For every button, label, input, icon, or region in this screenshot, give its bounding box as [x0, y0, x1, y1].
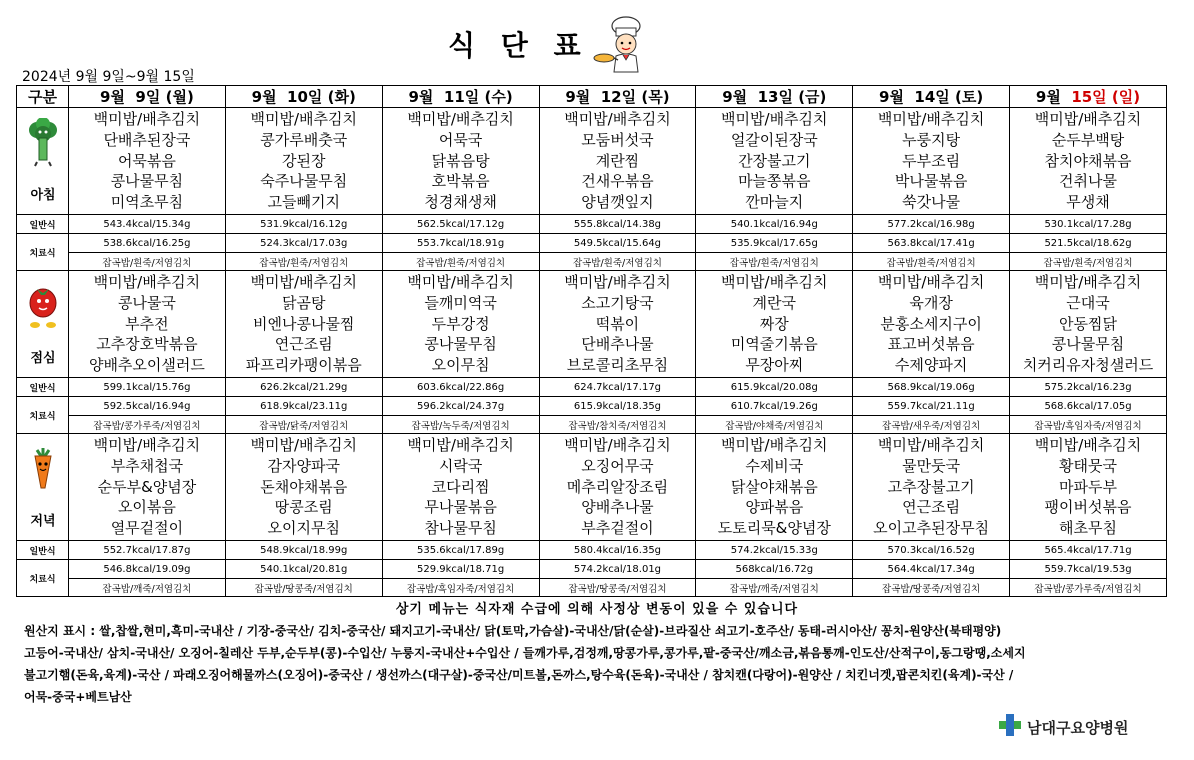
day-month: 9월 — [722, 88, 748, 106]
day-date: 13일 — [757, 88, 793, 106]
therapeutic-side: 잡곡밥/땅콩죽/저염김치 — [225, 579, 382, 597]
date-range: 2024년 9월 9일~9월 15일 — [22, 69, 195, 85]
therapeutic-side-row — [17, 416, 1167, 434]
dish-item: 부추겉절이 — [581, 519, 654, 538]
chef-icon — [590, 14, 660, 74]
dish-item: 닭곰탕 — [282, 293, 326, 312]
therapeutic-side: 잡곡밥/땅콩죽/저염김치 — [539, 579, 696, 597]
day-weekday: (화) — [327, 88, 356, 106]
therapeutic-side: 잡곡밥/참치죽/저염김치 — [539, 416, 696, 434]
menu-table — [16, 85, 1167, 597]
therapeutic-nutrition: 596.2kcal/24.37g — [382, 397, 539, 416]
origin-line: 원산지 표시 : 쌀,찹쌀,현미,흑미-국내산 / 기장-중국산/ 김치-중국산/ 돼지고기-국내산/ 닭(토막,가슴살)-국내산/닭(순살)-브라질산 쇠고기-호주산/ 동태-러시아산/ 꽁치-원양산(북태평양) — [24, 624, 1002, 638]
dish-cell — [539, 434, 696, 541]
dish-item: 오이지무침 — [267, 519, 340, 538]
day-date: 10일 — [287, 88, 323, 106]
therapeutic-nutrition-row — [17, 397, 1167, 416]
therapeutic-nutrition: 618.9kcal/23.11g — [225, 397, 382, 416]
therapeutic-nutrition: 568.6kcal/17.05g — [1010, 397, 1167, 416]
broccoli-icon — [25, 118, 61, 168]
dish-item: 어묵국 — [438, 130, 483, 149]
dish-item: 팽이버섯볶음 — [1044, 498, 1132, 517]
dish-cell — [382, 434, 539, 541]
day-month: 9월 — [408, 88, 434, 106]
general-nutrition: 580.4kcal/16.35g — [539, 541, 696, 560]
day-month: 9월 — [1035, 88, 1061, 106]
day-date: 14일 — [914, 88, 950, 106]
general-nutrition: 548.9kcal/18.99g — [225, 541, 382, 560]
general-nutrition: 615.9kcal/20.08g — [696, 378, 853, 397]
dish-item: 닭볶음탕 — [431, 151, 490, 170]
therapeutic-nutrition: 574.2kcal/18.01g — [539, 560, 696, 579]
therapeutic-side: 잡곡밥/흑임자죽/저염김치 — [1010, 416, 1167, 434]
day-month: 9월 — [565, 88, 591, 106]
therapeutic-side: 잡곡밥/땅콩죽/저염김치 — [853, 579, 1010, 597]
general-nutrition: 626.2kcal/21.29g — [225, 378, 382, 397]
day-month: 9월 — [100, 88, 125, 106]
dish-item: 짜장 — [759, 314, 789, 333]
dish-item: 도토리묵&양념장 — [717, 519, 831, 538]
dish-item: 백미밥/배추김치 — [721, 273, 828, 291]
origin-line: 어묵-중국+베트남산 — [24, 690, 132, 704]
therapeutic-nutrition: 592.5kcal/16.94g — [69, 397, 226, 416]
dish-item: 땅콩조림 — [274, 498, 333, 517]
dish-item: 백미밥/배추김치 — [93, 436, 201, 454]
therapeutic-nutrition: 610.7kcal/19.26g — [696, 397, 853, 416]
dish-item: 참나물무침 — [424, 519, 497, 538]
dish-item: 단배추나물 — [581, 335, 654, 354]
tomato-icon — [25, 281, 61, 331]
general-nutrition-row — [17, 378, 1167, 397]
therapeutic-nutrition: 546.8kcal/19.09g — [69, 560, 226, 579]
general-label: 일반식 — [17, 215, 69, 234]
meal-label: 아침 — [30, 188, 56, 203]
therapeutic-side-row — [17, 579, 1167, 597]
therapeutic-nutrition: 529.9kcal/18.71g — [382, 560, 539, 579]
day-weekday: (수) — [484, 88, 513, 106]
day-date: 9일 — [135, 88, 161, 106]
dish-item: 고추장불고기 — [887, 477, 975, 496]
dish-item: 콩나물무침 — [424, 335, 497, 354]
general-nutrition: 624.7kcal/17.17g — [539, 378, 696, 397]
dish-item: 백미밥/배추김치 — [407, 273, 514, 291]
dish-item: 수제비국 — [745, 456, 804, 475]
dish-item: 열무겉절이 — [110, 519, 184, 538]
general-nutrition: 562.5kcal/17.12g — [382, 215, 539, 234]
dish-item: 마늘쫑볶음 — [738, 172, 811, 191]
dish-cell — [696, 108, 853, 215]
dish-item: 비엔나콩나물찜 — [253, 314, 355, 333]
day-weekday: (목) — [641, 88, 670, 106]
dish-item: 떡볶이 — [595, 314, 640, 333]
dish-item: 양배추나물 — [581, 498, 654, 517]
dish-cell — [225, 271, 382, 378]
therapeutic-nutrition: 553.7kcal/18.91g — [382, 234, 539, 253]
general-nutrition: 599.1kcal/15.76g — [69, 378, 226, 397]
dish-item: 계란찜 — [595, 151, 640, 170]
dish-item: 백미밥/배추김치 — [877, 273, 985, 291]
day-date: 11일 — [443, 88, 480, 106]
general-nutrition: 575.2kcal/16.23g — [1010, 378, 1167, 397]
general-nutrition: 552.7kcal/17.87g — [69, 541, 226, 560]
dish-item: 호박볶음 — [431, 172, 490, 191]
dish-item: 부추전 — [125, 314, 169, 333]
dish-item: 분홍소세지구이 — [880, 314, 982, 333]
dish-item: 백미밥/배추김치 — [1034, 110, 1142, 128]
dish-item: 백미밥/배추김치 — [721, 436, 828, 454]
day-header — [225, 86, 382, 108]
dish-item: 근대국 — [1066, 293, 1110, 312]
dish-item: 백미밥/배추김치 — [407, 436, 514, 454]
dish-item: 백미밥/배추김치 — [564, 110, 671, 128]
dish-item: 고들빼기지 — [267, 193, 340, 212]
therapeutic-side: 잡곡밥/흰죽/저염김치 — [696, 253, 853, 271]
dish-item: 물만둣국 — [902, 456, 961, 475]
general-nutrition: 568.9kcal/19.06g — [853, 378, 1010, 397]
title-row — [0, 14, 1194, 74]
dish-item: 누룽지탕 — [902, 130, 961, 149]
meal-row — [17, 271, 1167, 378]
dish-item: 순두부&양념장 — [97, 477, 197, 496]
dish-item: 참치야채볶음 — [1044, 151, 1132, 170]
day-date: 15일 — [1071, 88, 1107, 106]
general-nutrition: 565.4kcal/17.71g — [1010, 541, 1167, 560]
therapeutic-nutrition: 521.5kcal/18.62g — [1010, 234, 1167, 253]
dish-item: 양파볶음 — [745, 498, 804, 517]
dish-item: 부추채첩국 — [110, 456, 184, 475]
therapeutic-label: 치료식 — [17, 397, 69, 434]
general-nutrition: 574.2kcal/15.33g — [696, 541, 853, 560]
therapeutic-side: 잡곡밥/흰죽/저염김치 — [225, 253, 382, 271]
day-weekday: (금) — [798, 88, 827, 106]
dish-item: 순두부백탕 — [1051, 130, 1125, 149]
therapeutic-nutrition: 524.3kcal/17.03g — [225, 234, 382, 253]
dish-item: 콩가루배춧국 — [260, 130, 348, 149]
dish-item: 마파두부 — [1059, 477, 1118, 496]
therapeutic-side: 잡곡밥/닭죽/저염김치 — [225, 416, 382, 434]
day-header — [1010, 86, 1167, 108]
dish-cell — [539, 271, 696, 378]
general-nutrition-row — [17, 541, 1167, 560]
dish-item: 백미밥/배추김치 — [250, 273, 358, 291]
hospital-cross-icon — [997, 712, 1023, 738]
therapeutic-side: 잡곡밥/흰죽/저염김치 — [539, 253, 696, 271]
dish-item: 콩나물국 — [117, 293, 176, 312]
dish-item: 백미밥/배추김치 — [1034, 273, 1142, 291]
dish-cell — [1010, 108, 1167, 215]
general-nutrition: 530.1kcal/17.28g — [1010, 215, 1167, 234]
dish-item: 숙주나물무침 — [260, 172, 348, 191]
therapeutic-side-row — [17, 253, 1167, 271]
therapeutic-side: 잡곡밥/새우죽/저염김치 — [853, 416, 1010, 434]
meal-label: 점심 — [30, 351, 56, 366]
therapeutic-label: 치료식 — [17, 560, 69, 597]
dish-item: 메추리알장조림 — [566, 477, 669, 496]
day-header — [69, 86, 226, 108]
dish-item: 양념깻잎지 — [581, 193, 654, 212]
dish-item: 백미밥/배추김치 — [93, 110, 201, 128]
general-nutrition: 603.6kcal/22.86g — [382, 378, 539, 397]
origin-info — [24, 620, 1174, 708]
dish-item: 간장불고기 — [738, 151, 811, 170]
general-nutrition: 570.3kcal/16.52g — [853, 541, 1010, 560]
day-date: 12일 — [600, 88, 637, 106]
therapeutic-side: 잡곡밥/흰죽/저염김치 — [382, 253, 539, 271]
dish-item: 무나물볶음 — [424, 498, 497, 517]
notice-text: 상기 메뉴는 식자재 수급에 의해 사정상 변동이 있을 수 있습니다 — [395, 602, 799, 617]
dish-cell — [696, 434, 853, 541]
day-header-row — [17, 86, 1167, 108]
therapeutic-nutrition: 538.6kcal/16.25g — [69, 234, 226, 253]
dish-item: 표고버섯볶음 — [887, 335, 975, 354]
general-nutrition: 531.9kcal/16.12g — [225, 215, 382, 234]
general-nutrition: 535.6kcal/17.89g — [382, 541, 539, 560]
general-label: 일반식 — [17, 541, 69, 560]
dish-item: 코다리찜 — [431, 477, 490, 496]
dish-cell — [539, 108, 696, 215]
general-nutrition: 543.4kcal/15.34g — [69, 215, 226, 234]
dish-item: 백미밥/배추김치 — [877, 110, 985, 128]
dish-item: 백미밥/배추김치 — [93, 273, 201, 291]
therapeutic-nutrition: 540.1kcal/20.81g — [225, 560, 382, 579]
dish-item: 연근조림 — [902, 498, 961, 517]
dish-item: 강된장 — [282, 151, 326, 170]
dish-item: 오이고추된장무침 — [873, 519, 990, 538]
dish-item: 백미밥/배추김치 — [564, 436, 671, 454]
dish-item: 청경채생채 — [424, 193, 497, 212]
day-header — [539, 86, 696, 108]
therapeutic-side: 잡곡밥/콩가루죽/저염김치 — [1010, 579, 1167, 597]
general-nutrition: 555.8kcal/14.38g — [539, 215, 696, 234]
therapeutic-nutrition: 563.8kcal/17.41g — [853, 234, 1010, 253]
dish-item: 백미밥/배추김치 — [250, 110, 358, 128]
dish-item: 백미밥/배추김치 — [407, 110, 514, 128]
dish-cell — [382, 271, 539, 378]
page-title: 식 단 표 — [448, 29, 589, 62]
dish-item: 무장아찌 — [745, 356, 804, 375]
origin-line: 고등어-국내산/ 삼치-국내산/ 오징어-칠레산 두부,순두부(콩)-수입산/ 누룽지-국내산+수입산 / 들깨가루,검정깨,땅콩가루,콩가루,팥-중국산/깨소금,볶음통깨-인도산/산적구이,동그랑땡,소세지 — [24, 646, 1026, 660]
dish-item: 수제양파지 — [894, 356, 968, 375]
therapeutic-nutrition-row — [17, 234, 1167, 253]
dish-item: 백미밥/배추김치 — [250, 436, 358, 454]
dish-item: 시락국 — [438, 456, 483, 475]
therapeutic-side: 잡곡밥/흰죽/저염김치 — [69, 253, 226, 271]
dish-item: 백미밥/배추김치 — [564, 273, 671, 291]
dish-item: 감자양파국 — [267, 456, 340, 475]
therapeutic-side: 잡곡밥/흰죽/저염김치 — [853, 253, 1010, 271]
meal-label-cell — [17, 271, 69, 378]
therapeutic-nutrition: 535.9kcal/17.65g — [696, 234, 853, 253]
dish-item: 들깨미역국 — [424, 293, 497, 312]
dish-item: 백미밥/배추김치 — [1034, 436, 1142, 454]
dish-cell — [69, 434, 226, 541]
dish-item: 건취나물 — [1059, 172, 1118, 191]
dish-item: 연근조림 — [274, 335, 333, 354]
day-header — [696, 86, 853, 108]
therapeutic-side: 잡곡밥/흑임자죽/저염김치 — [382, 579, 539, 597]
dish-item: 건새우볶음 — [581, 172, 654, 191]
therapeutic-nutrition: 568kcal/16.72g — [696, 560, 853, 579]
therapeutic-label: 치료식 — [17, 234, 69, 271]
general-nutrition: 577.2kcal/16.98g — [853, 215, 1010, 234]
dish-item: 고추장호박볶음 — [96, 335, 198, 354]
general-nutrition-row — [17, 215, 1167, 234]
dish-item: 양배추오이샐러드 — [88, 356, 205, 375]
dish-item: 닭살야채볶음 — [730, 477, 818, 496]
therapeutic-nutrition: 564.4kcal/17.34g — [853, 560, 1010, 579]
dish-cell — [69, 108, 226, 215]
dish-item: 육개장 — [909, 293, 953, 312]
dish-item: 오이무침 — [431, 356, 490, 375]
dish-cell — [1010, 434, 1167, 541]
meal-row — [17, 108, 1167, 215]
therapeutic-nutrition: 549.5kcal/15.64g — [539, 234, 696, 253]
dish-cell — [69, 271, 226, 378]
dish-item: 황태뭇국 — [1059, 456, 1118, 475]
dish-item: 해초무침 — [1059, 519, 1118, 538]
day-month: 9월 — [879, 88, 904, 106]
dish-item: 돈채야채볶음 — [260, 477, 348, 496]
therapeutic-nutrition: 559.7kcal/19.53g — [1010, 560, 1167, 579]
therapeutic-side: 잡곡밥/깨죽/저염김치 — [69, 579, 226, 597]
dish-item: 콩나물무침 — [1051, 335, 1125, 354]
therapeutic-side: 잡곡밥/흰죽/저염김치 — [1010, 253, 1167, 271]
day-weekday: (일) — [1111, 88, 1141, 106]
dish-item: 치커리유자청샐러드 — [1022, 356, 1154, 375]
therapeutic-nutrition: 615.9kcal/18.35g — [539, 397, 696, 416]
dish-item: 깐마늘지 — [745, 193, 804, 212]
carrot-icon — [25, 444, 61, 494]
dish-item: 두부조림 — [902, 151, 961, 170]
dish-item: 쑥갓나물 — [902, 193, 961, 212]
dish-item: 박나물볶음 — [894, 172, 968, 191]
day-weekday: (월) — [165, 88, 194, 106]
therapeutic-nutrition-row — [17, 560, 1167, 579]
dish-item: 오징어무국 — [581, 456, 654, 475]
dish-item: 얼갈이된장국 — [730, 130, 818, 149]
dish-cell — [225, 434, 382, 541]
therapeutic-side: 잡곡밥/녹두죽/저염김치 — [382, 416, 539, 434]
dish-cell — [853, 271, 1010, 378]
hospital-logo — [997, 712, 1157, 742]
dish-item: 백미밥/배추김치 — [721, 110, 828, 128]
dish-cell — [853, 108, 1010, 215]
dish-item: 백미밥/배추김치 — [877, 436, 985, 454]
meal-label-cell — [17, 434, 69, 541]
dish-cell — [853, 434, 1010, 541]
dish-item: 모둠버섯국 — [581, 130, 654, 149]
dish-item: 무생채 — [1066, 193, 1110, 212]
dish-item: 단배추된장국 — [103, 130, 191, 149]
day-month: 9월 — [251, 88, 277, 106]
dish-item: 소고기탕국 — [581, 293, 654, 312]
day-header — [382, 86, 539, 108]
dish-item: 계란국 — [752, 293, 797, 312]
therapeutic-side: 잡곡밥/야채죽/저염김치 — [696, 416, 853, 434]
origin-line: 불고기햄(돈육,육계)-국산 / 파래오징어해물까스(오징어)-중국산 / 생선까스(대구살)-중국산/미트볼,돈까스,탕수육(돈육)-국내산 / 참치캔(다랑어)-원양산 / 치킨너겟,팝콘치킨(육계)-국산 / — [24, 668, 1014, 682]
dish-item: 콩나물무침 — [110, 172, 184, 191]
dish-cell — [225, 108, 382, 215]
dish-cell — [382, 108, 539, 215]
meal-label: 저녁 — [30, 514, 56, 529]
dish-item: 오이볶음 — [117, 498, 176, 517]
therapeutic-side: 잡곡밥/콩가루죽/저염김치 — [69, 416, 226, 434]
dish-item: 미역초무침 — [110, 193, 184, 212]
dish-item: 파프리카팽이볶음 — [245, 356, 362, 375]
dish-cell — [1010, 271, 1167, 378]
general-nutrition: 540.1kcal/16.94g — [696, 215, 853, 234]
dish-item: 어묵볶음 — [117, 151, 176, 170]
hospital-name: 남대구요양병원 — [1027, 719, 1129, 737]
day-header — [853, 86, 1010, 108]
meal-label-cell — [17, 108, 69, 215]
menu-body — [17, 108, 1167, 597]
meal-row — [17, 434, 1167, 541]
general-label: 일반식 — [17, 378, 69, 397]
day-weekday: (토) — [955, 88, 984, 106]
dish-item: 브로콜리초무침 — [566, 356, 669, 375]
dish-cell — [696, 271, 853, 378]
dish-item: 두부강정 — [431, 314, 490, 333]
dish-item: 안동찜닭 — [1059, 314, 1118, 333]
dish-item: 미역줄기볶음 — [730, 335, 818, 354]
therapeutic-side: 잡곡밥/깨죽/저염김치 — [696, 579, 853, 597]
corner-label: 구분 — [17, 86, 69, 108]
therapeutic-nutrition: 559.7kcal/21.11g — [853, 397, 1010, 416]
